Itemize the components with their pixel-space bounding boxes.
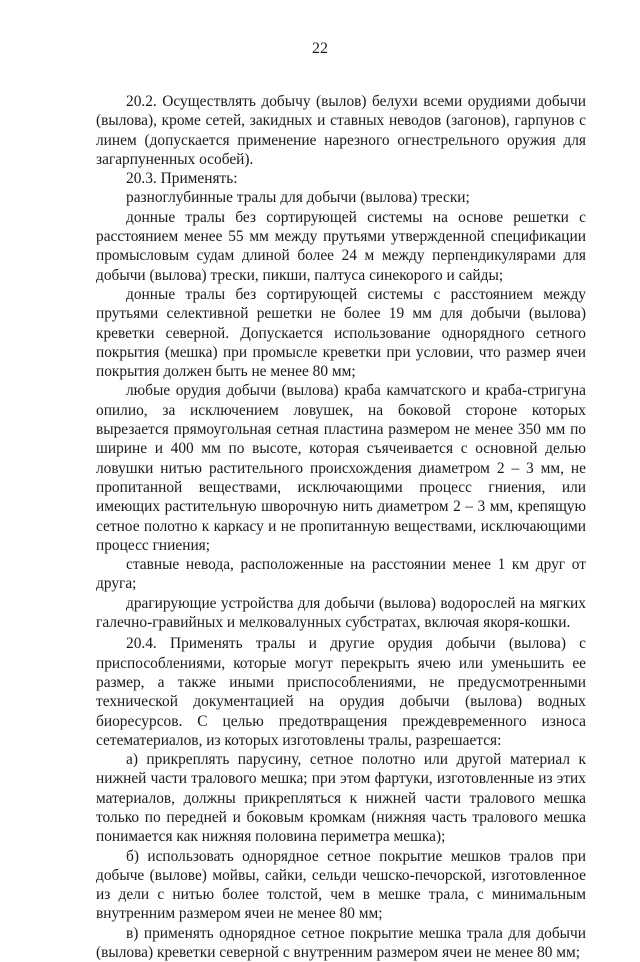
paragraph-20-2: 20.2. Осуществлять добычу (вылов) белухи всеми орудиями добычи (вылова), кроме сетей, закидных и ставных неводов (загонов), гарпунов с линем (допускается применение нарезного огнестрельного оружия для загарпуненных особей).: [96, 93, 586, 168]
list-item: любые орудия добычи (вылова) краба камчатского и краба-стригуна опилио, за исключением ловушек, на боковой стороне которых вырезается прямоугольная сетная пластина размером не менее 350 мм по ширине и 400 мм по высоте, которая съячеивается с основной делью ловушки нитью растительного происхождения диаметром 2 – 3 мм, не пропитанной веществами, исключающими процесс гниения, или имеющих растительную шворочную нить диаметром 2 – 3 мм, крепящую сетное полотно к каркасу и не пропитанную веществами, исключающими процесс гниения;: [96, 382, 586, 554]
list-item-b: б) использовать однорядное сетное покрытие мешков тралов при добыче (вылове) мойвы, сайки, сельди чешско-печорской, изготовленное из дели с нитью более толстой, чем в мешке трала, с минимальным внутренним размером ячеи не менее 80 мм;: [96, 847, 586, 923]
list-item: разноглубинные тралы для добычи (вылова) трески;: [126, 189, 470, 207]
list-item: ставные невода, расположенные на расстоянии менее 1 км друг от друга;: [96, 556, 586, 593]
paragraph-20-4: 20.4. Применять тралы и другие орудия добычи (вылова) с приспособлениями, которые могут перекрыть ячею или уменьшить ее размер, а также иными приспособлениями, не предусмотренными технической документацией на орудия добычи (вылова) водных биоресурсов. С целью предотвращения преждевременного износа сетематериалов, из которых изготовлены тралы, разрешается:: [96, 635, 586, 749]
document-body: [96, 92, 586, 962]
list-item-c: в) применять однорядное сетное покрытие мешка трала для добычи (вылова) креветки северной с внутренним размером ячеи не менее 80 мм;: [96, 924, 586, 962]
paragraph-20-3: 20.3. Применять:: [126, 170, 238, 188]
list-item-a: а) прикреплять парусину, сетное полотно или другой материал к нижней части тралового мешка; при этом фартуки, изготовленные из этих материалов, должны прикрепляться к нижней части тралового мешка только по передней и боковым кромкам (нижняя часть тралового мешка понимается как нижняя половина периметра мешка);: [96, 751, 586, 846]
list-item: драгирующие устройства для добычи (вылова) водорослей на мягких галечно-гравийных и мелковалунных субстратах, включая якоря-кошки.: [96, 594, 586, 632]
list-item: донные тралы без сортирующей системы на основе решетки с расстоянием менее 55 мм между прутьями утвержденной спецификации промысловым судам длиной более 24 м между перпендикулярами для добычи (вылова) трески, пикши, палтуса синекорого и сайды;: [96, 208, 586, 284]
list-item: донные тралы без сортирующей системы с расстоянием между прутьями селективной решетки не более 19 мм для добычи (вылова) креветки северной. Допускается использование однорядного сетного покрытия (мешка) при промысле креветки при условии, что размер ячеи покрытия должен быть не менее 80 мм;: [96, 285, 586, 381]
page-number: 22: [312, 40, 328, 57]
